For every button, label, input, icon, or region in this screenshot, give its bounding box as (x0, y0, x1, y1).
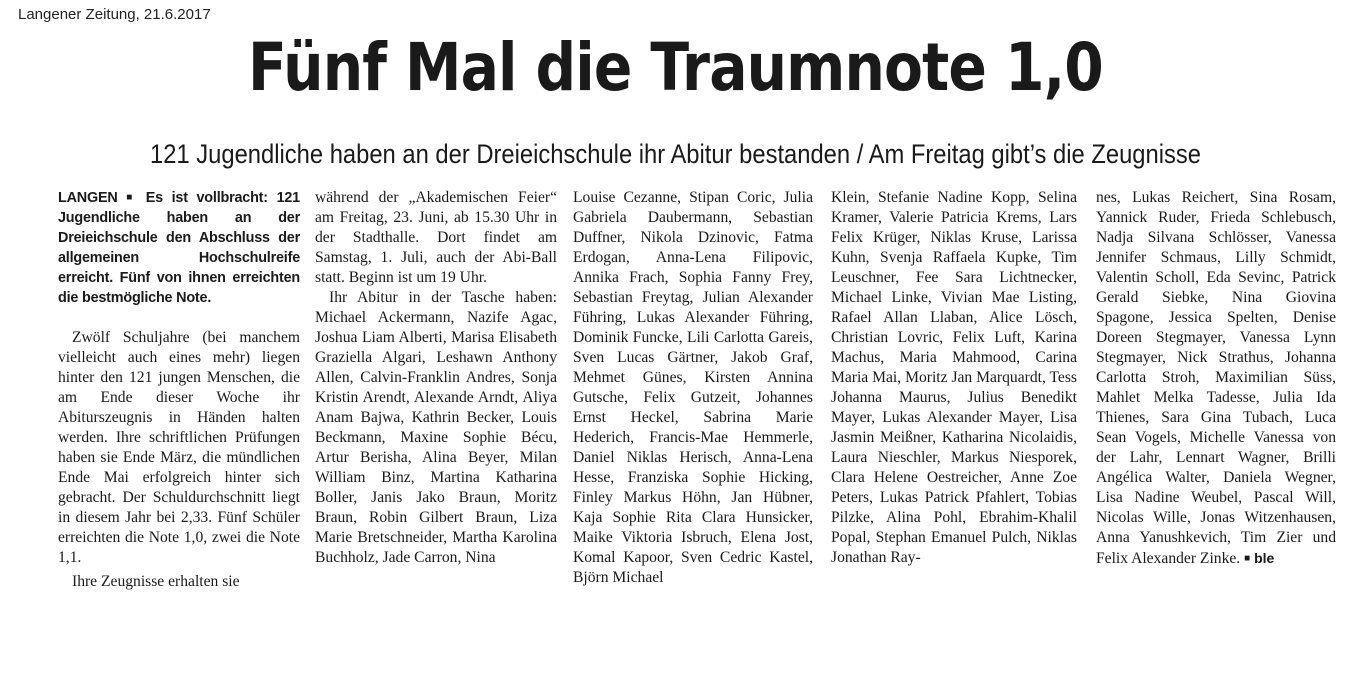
body-paragraph-2-end: während der „Akademischen Feier“ am Freitag, 23. Juni, ab 15.30 Uhr in der Stadthalle. Dort findet am Samstag, 1. Juli, auch der Abi-Ball statt. Beginn ist um 19 Uhr. (315, 189, 557, 286)
end-marker: ■ (1244, 553, 1251, 564)
graduates-list-text: nes, Lukas Reichert, Sina Rosam, Yannick Ruder, Frieda Schlebusch, Nadja Silvana Schlösser, Vanessa Jennifer Schmaus, Lilly Schmidt, Valentin Scholl, Eda Sevinc, Patrick Gerald Siebke, Nina Giovina Spagone, Jessica Spelten, Denise Doreen Stegmayer, Vanessa Lynn Stegmayer, Nick Strathus, Johanna Carlotta Stroh, Maximilian Süss, Mahlet Melka Tadesse, Julia Ida Thienes, Sara Gina Tubach, Luca Sean Vogels, Michelle Vanessa von der Lahr, Lennart Wagner, Brilli Angélica Walter, Daniela Wegner, Lisa Nadine Weubel, Pascal Will, Nicolas Wille, Jonas Witzenhausen, Anna Yanushkevich, Tim Zier und Felix Alexander Zinke. (1096, 189, 1336, 567)
article-column-3 (573, 188, 813, 658)
article-column-4 (831, 188, 1077, 658)
graduates-list-part-2: Louise Cezanne, Stipan Coric, Julia Gabriela Daubermann, Sebastian Duffner, Nikola Dzinovic, Fatma Erdogan, Anna-Lena Filipovic, Annika Frach, Sophia Fanny Frey, Sebastian Freytag, Julian Alexander Führing, Lukas Alexander Führing, Dominik Funcke, Lili Carlotta Gareis, Sven Lucas Gärtner, Jakob Graf, Mehmet Günes, Kirsten Annina Gutsche, Felix Gutzeit, Johannes Ernst Heckel, Sabrina Marie Hederich, Francis-Mae Hemmerle, Daniel Niklas Herisch, Anna-Lena Hesse, Franziska Sophie Hicking, Finley Markus Höhn, Jan Hübner, Kaja Sophie Rita Clara Hunsicker, Maike Viktoria Isbruch, Elena Jost, Komal Kapoor, Sven Cedric Kastel, Björn Michael (573, 189, 813, 586)
headline: Fünf Mal die Traumnote 1,0 (248, 29, 1103, 106)
article-column-5 (1096, 188, 1336, 658)
article-column-2 (315, 188, 557, 658)
article-column-1 (58, 188, 300, 658)
body-paragraph-2-start: Ihre Zeugnisse erhalten sie (72, 573, 240, 590)
author-signature: ble (1254, 550, 1275, 566)
source-line: Langener Zeitung, 21.6.2017 (18, 6, 211, 23)
graduates-list-part-4 (1096, 188, 1336, 569)
lead-paragraph (58, 188, 300, 308)
graduates-list-part-3: Klein, Stefanie Nadine Kopp, Selina Kramer, Valerie Patricia Krems, Lars Felix Krüger, Niklas Kruse, Larissa Kuhn, Svenja Raffaela Kupke, Tim Leuschner, Fee Sara Lichtnecker, Michael Linke, Vivian Mae Listing, Rafael Allan Llaban, Alice Lösch, Christian Lovric, Felix Luft, Karina Machus, Maria Mahmood, Carina Maria Mai, Moritz Jan Marquardt, Tess Johanna Maurus, Julius Benedikt Mayer, Lukas Alexander Mayer, Lisa Jasmin Meißner, Katharina Nicolaidis, Laura Nieschler, Markus Niesporek, Clara Helene Oestreicher, Anne Zoe Peters, Lukas Patrick Pfahlert, Tobias Pilzke, Alina Pohl, Ebrahim-Khalil Popal, Stephan Emanuel Pulch, Niklas Jonathan Ray- (831, 189, 1077, 566)
dateline-marker: ■ (126, 192, 138, 203)
body-paragraph-1: Zwölf Schuljahre (bei manchem vielleicht auch eines mehr) liegen hinter den 121 jungen Menschen, die am Ende dieser Woche ihr Abiturszeugnis in Händen halten werden. Ihre schriftlichen Prüfungen haben sie Ende März, die mündlichen Ende Mai erfolgreich hinter sich gebracht. Der Schuldurchschnitt liegt in diesem Jahr bei 2,33. Fünf Schüler erreichten die Note 1,0, zwei die Note 1,1. (58, 329, 300, 566)
lead-text: Es ist vollbracht: 121 Jugendliche haben an der Dreieichschule den Abschluss der allgemeinen Hochschulreife erreicht. Fünf von ihnen erreichten die bestmögliche Note. (58, 190, 300, 306)
dateline: LANGEN (58, 190, 118, 206)
subheadline: 121 Jugendliche haben an der Dreieichschule ihr Abitur bestanden / Am Freitag gibt’s die Zeugnisse (150, 139, 1201, 169)
graduates-list-part-1: Ihr Abitur in der Tasche haben: Michael Ackermann, Nazife Agac, Joshua Liam Alberti, Marisa Elisabeth Graziella Algari, Leshawn Anthony Allen, Calvin-Franklin Andres, Sonja Kristin Arendt, Alexande Arndt, Aliya Anam Bajwa, Kathrin Becker, Louis Beckmann, Maxine Sophie Bécu, Artur Berisha, Alina Beyer, Milan William Binz, Martina Katharina Boller, Janis Jako Braun, Moritz Braun, Robin Gilbert Braun, Liza Marie Bretschneider, Martha Karolina Buchholz, Jade Carron, Nina (315, 289, 557, 566)
